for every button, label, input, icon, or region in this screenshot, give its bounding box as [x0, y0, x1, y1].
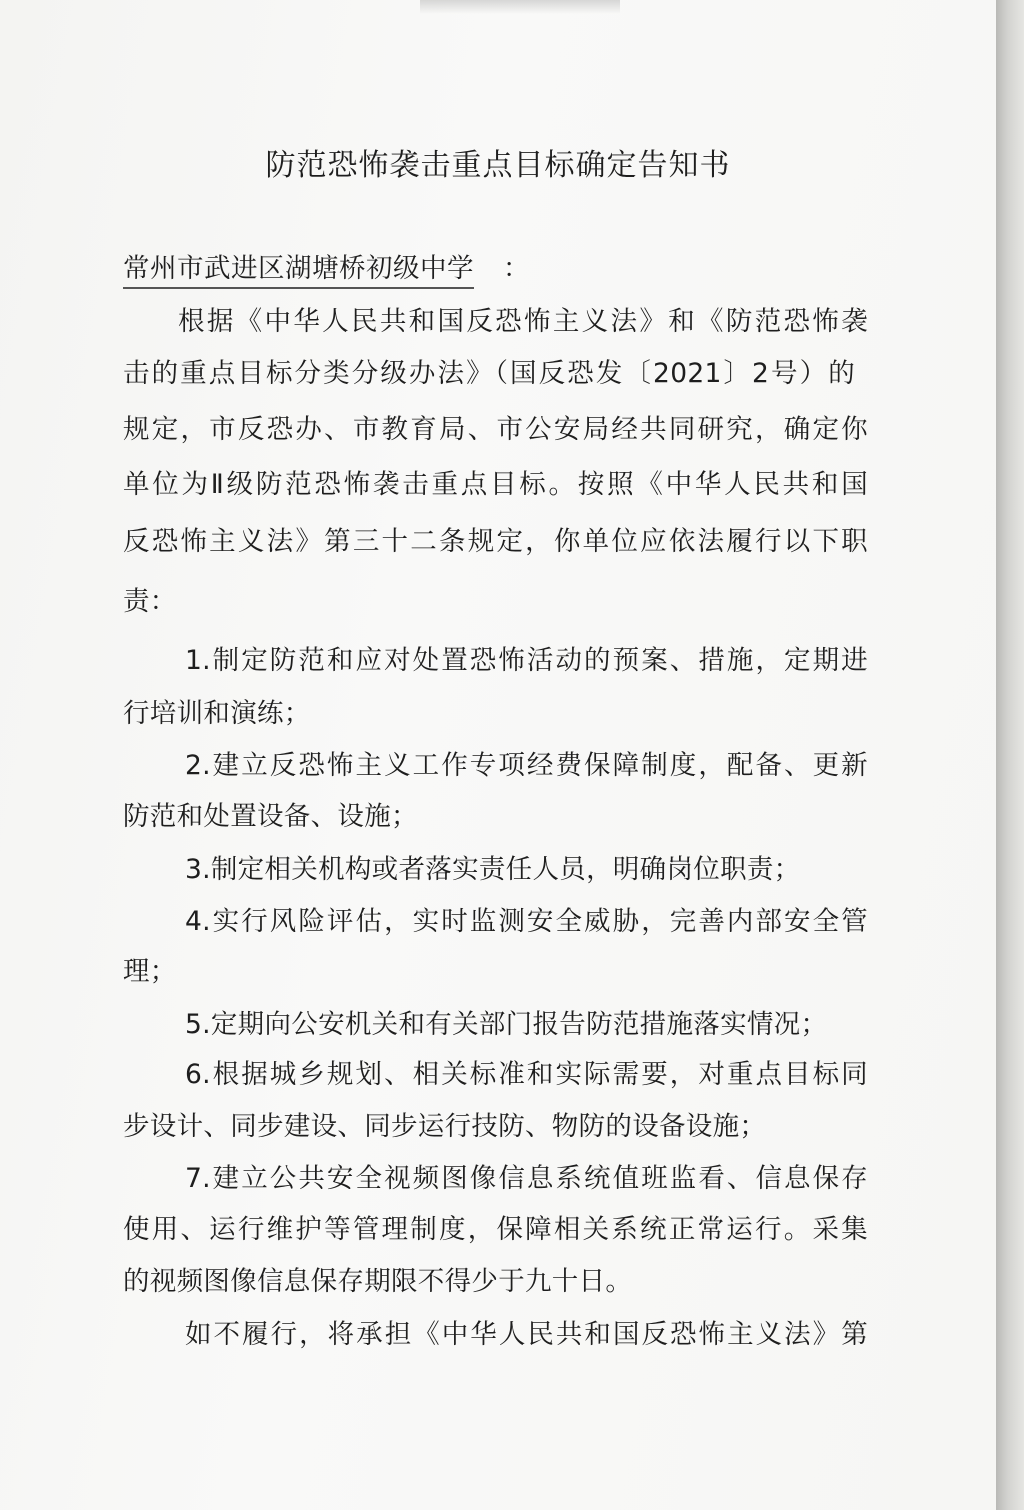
page-edge-shadow	[996, 0, 1024, 1510]
body-line: 击的重点目标分类分级办法》（国反恐发〔2021〕2号）的	[123, 358, 855, 389]
list-item-line: 4.实行风险评估，实时监测安全威胁，完善内部安全管	[185, 906, 868, 937]
list-item-line: 3.制定相关机构或者落实责任人员，明确岗位职责；	[185, 854, 801, 885]
list-item-line: 行培训和演练；	[123, 698, 311, 729]
list-item-line: 5.定期向公安机关和有关部门报告防范措施落实情况；	[185, 1009, 828, 1040]
recipient-colon: ：	[503, 253, 530, 284]
body-line: 如不履行，将承担《中华人民共和国反恐怖主义法》第	[185, 1319, 868, 1350]
list-item-line: 2.建立反恐怖主义工作专项经费保障制度，配备、更新	[185, 750, 868, 781]
list-item-line: 理；	[123, 956, 177, 987]
list-item-line: 的视频图像信息保存期限不得少于九十日。	[123, 1266, 633, 1297]
body-line: 单位为Ⅱ级防范恐怖袭击重点目标。按照《中华人民共和国	[123, 469, 868, 500]
list-item-line: 防范和处置设备、设施；	[123, 801, 418, 832]
list-item-line: 使用、运行维护等管理制度，保障相关系统正常运行。采集	[123, 1214, 868, 1245]
list-item-line: 1.制定防范和应对处置恐怖活动的预案、措施，定期进	[185, 645, 868, 676]
list-item-line: 7.建立公共安全视频图像信息系统值班监看、信息保存	[185, 1163, 868, 1194]
list-item-line: 6.根据城乡规划、相关标准和实际需要，对重点目标同	[185, 1059, 868, 1090]
body-line: 根据《中华人民共和国反恐怖主义法》和《防范恐怖袭	[178, 306, 868, 337]
body-line: 责：	[123, 586, 177, 617]
recipient-name: 常州市武进区湖塘桥初级中学	[123, 252, 474, 289]
body-line: 反恐怖主义法》第三十二条规定，你单位应依法履行以下职	[123, 526, 868, 557]
body-line: 规定，市反恐办、市教育局、市公安局经共同研究，确定你	[123, 414, 868, 445]
list-item-line: 步设计、同步建设、同步运行技防、物防的设备设施；	[123, 1111, 767, 1142]
scan-smudge	[420, 0, 620, 14]
document-title: 防范恐怖袭击重点目标确定告知书	[265, 148, 731, 183]
